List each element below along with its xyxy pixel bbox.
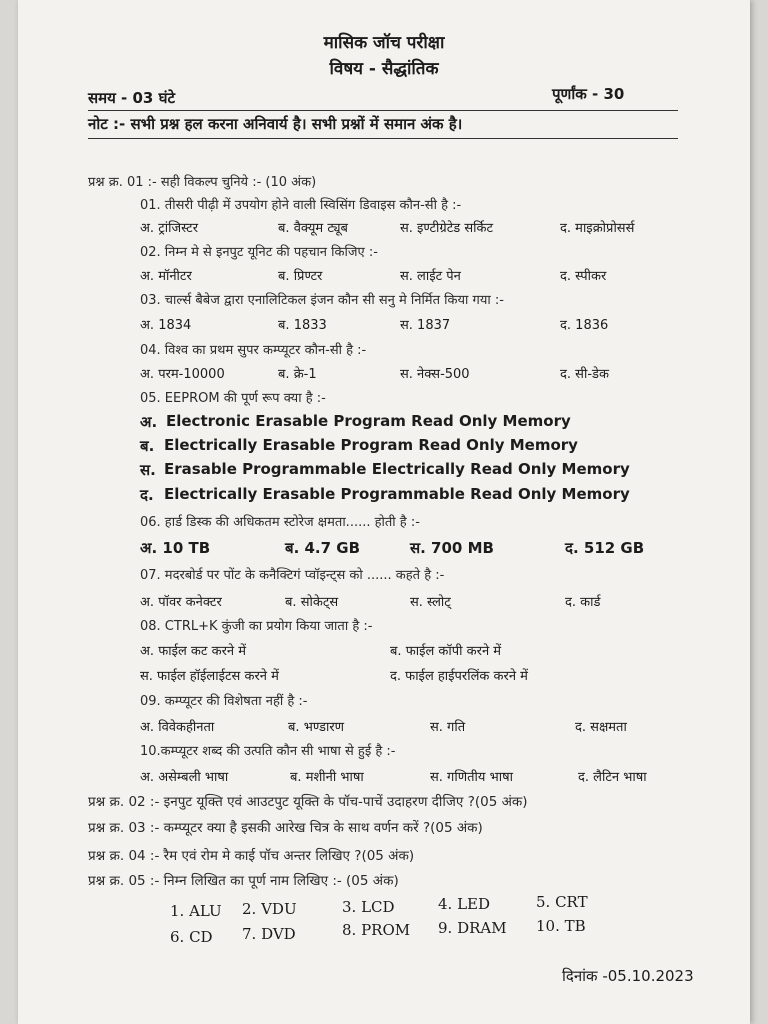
q1-7-option-a: अ. पॉवर कनेक्टर [140, 595, 222, 610]
q1-6-question: 06. हार्ड डिस्क की अधिकतम स्टोरेज क्षमता...... होती है :- [140, 515, 420, 530]
q1-1-option-d: द. माइक्रोप्रोसर्स [560, 221, 635, 236]
q5-item-3: 3. LCD [342, 898, 395, 916]
q1-7-option-b: ब. सोकेट्स [285, 595, 339, 610]
q1-10-option-d: द. लैटिन भाषा [578, 770, 647, 785]
q1-3-option-b: ब. 1833 [278, 318, 327, 333]
q1-2-option-c: स. लाईट पेन [400, 269, 461, 284]
q1-10-option-a: अ. असेम्बली भाषा [140, 770, 229, 785]
q1-1-option-a: अ. ट्रांजिस्टर [140, 221, 199, 236]
exam-subject: विषय - सैद्धांतिक [329, 59, 439, 79]
q1-5-option-a: Electronic Erasable Program Read Only Memory [166, 412, 571, 430]
q5-item-6: 6. CD [170, 928, 213, 946]
q1-5-label-c: स. [140, 461, 156, 479]
q5-item-9: 9. DRAM [438, 919, 507, 937]
q1-5-option-c: Erasable Programmable Electrically Read Only Memory [164, 460, 630, 478]
max-marks: पूर्णांक - 30 [552, 85, 625, 103]
q1-9-question: 09. कम्प्यूटर की विशेषता नहीं है :- [140, 694, 308, 709]
q1-2-option-d: द. स्पीकर [560, 269, 607, 284]
q1-5-question: 05. EEPROM की पूर्ण रूप क्या है :- [140, 391, 326, 406]
q1-9-option-b: ब. भण्डारण [288, 720, 345, 735]
exam-time: समय - 03 घंटे [88, 89, 176, 107]
q1-7-option-d: द. कार्ड [565, 595, 601, 610]
q1-4-question: 04. विश्व का प्रथम सुपर कम्प्यूटर कौन-सी है :- [140, 343, 367, 358]
q2-text: प्रश्न क्र. 02 :- इनपुट यूक्ति एवं आउटपुट यूक्ति के पॉच-पाचें उदाहरण दीजिए ?(05 अंक) [88, 794, 528, 810]
q1-3-option-c: स. 1837 [400, 318, 451, 333]
q1-5-option-b: Electrically Erasable Program Read Only Memory [164, 436, 578, 454]
q1-4-option-c: स. नेक्स-500 [400, 367, 470, 382]
q1-10-option-b: ब. मशीनी भाषा [290, 770, 364, 785]
exam-title: मासिक जॉच परीक्षा [323, 33, 445, 53]
q1-1-option-b: ब. वैक्यूम ट्यूब [278, 221, 348, 236]
q1-5-label-d: द. [140, 486, 154, 504]
q1-7-question: 07. मदरबोर्ड पर पोंट के कनैक्टिगं प्वॉइन्ट्स को ...... कहते है :- [140, 568, 445, 583]
q1-1-option-c: स. इण्टीग्रेटेड सर्किट [400, 221, 494, 236]
q5-item-8: 8. PROM [342, 921, 411, 939]
q1-10-option-c: स. गणितीय भाषा [430, 770, 513, 785]
q3-text: प्रश्न क्र. 03 :- कम्प्यूटर क्या है इसकी आरेख चित्र के साथ वर्णन करें ?(05 अंक) [88, 820, 483, 836]
q1-5-label-b: ब. [140, 437, 155, 455]
q1-heading: प्रश्न क्र. 01 :- सही विकल्प चुनिये :- (10 अंक) [88, 175, 317, 190]
q1-8-option-b: ब. फाईल कॉपी करने में [390, 644, 502, 659]
exam-date: दिनांक -05.10.2023 [562, 967, 694, 985]
q1-10-question: 10.कम्प्यूटर शब्द की उत्पति कौन सी भाषा से हुई है :- [140, 744, 396, 759]
q1-2-option-a: अ. मॉनीटर [140, 269, 192, 284]
header-rule-top [88, 110, 678, 111]
q1-6-option-b: ब. 4.7 GB [285, 539, 361, 557]
exam-note: नोट :- सभी प्रश्न हल करना अनिवार्य है। सभी प्रश्नों में समान अंक है। [88, 115, 463, 133]
q1-8-question: 08. CTRL+K कुंजी का प्रयोग किया जाता है :- [140, 619, 373, 634]
q1-5-option-d: Electrically Erasable Programmable Read Only Memory [164, 485, 630, 503]
q1-3-question: 03. चार्ल्स बैबेज द्वारा एनालिटिकल इंजन कौन सी सनु मे निर्मित किया गया :- [140, 293, 504, 308]
q1-6-option-c: स. 700 MB [410, 539, 494, 557]
q4-text: प्रश्न क्र. 04 :- रैम एवं रोम मे काई पॉच अन्तर लिखिए ?(05 अंक) [88, 848, 415, 864]
q5-item-2: 2. VDU [242, 900, 297, 918]
q5-item-5: 5. CRT [536, 893, 588, 911]
q1-6-option-d: द. 512 GB [565, 539, 645, 557]
q1-4-option-b: ब. क्रे-1 [278, 367, 317, 382]
q1-8-option-c: स. फाईल हॉईलाईटस करने में [140, 669, 279, 684]
q1-8-option-a: अ. फाईल कट करने में [140, 644, 247, 659]
q5-item-10: 10. TB [536, 917, 586, 935]
q1-8-option-d: द. फाईल हाईपरलिंक करने में [390, 669, 528, 684]
q1-2-question: 02. निम्न मे से इनपुट यूनिट की पहचान किजिए :- [140, 245, 378, 260]
q5-item-1: 1. ALU [170, 902, 222, 920]
q1-2-option-b: ब. प्रिण्टर [278, 269, 323, 284]
q1-9-option-c: स. गति [430, 720, 466, 735]
q5-item-4: 4. LED [438, 895, 491, 913]
q5-heading: प्रश्न क्र. 05 :- निम्न लिखित का पूर्ण नाम लिखिए :- (05 अंक) [88, 873, 399, 889]
q1-3-option-a: अ. 1834 [140, 318, 192, 333]
q1-9-option-d: द. सक्षमता [575, 720, 627, 735]
q5-item-7: 7. DVD [242, 925, 296, 943]
q1-3-option-d: द. 1836 [560, 318, 609, 333]
q1-1-question: 01. तीसरी पीढ़ी में उपयोग होने वाली स्विसिंग डिवाइस कौन-सी है :- [140, 198, 462, 213]
q1-7-option-c: स. स्लोट् [410, 595, 451, 610]
q1-4-option-d: द. सी-डेक [560, 367, 609, 382]
q1-5-label-a: अ. [140, 413, 158, 431]
q1-6-option-a: अ. 10 TB [140, 539, 211, 557]
q1-4-option-a: अ. परम-10000 [140, 367, 225, 382]
header-rule-bottom [88, 138, 678, 139]
q1-9-option-a: अ. विवेकहीनता [140, 720, 215, 735]
